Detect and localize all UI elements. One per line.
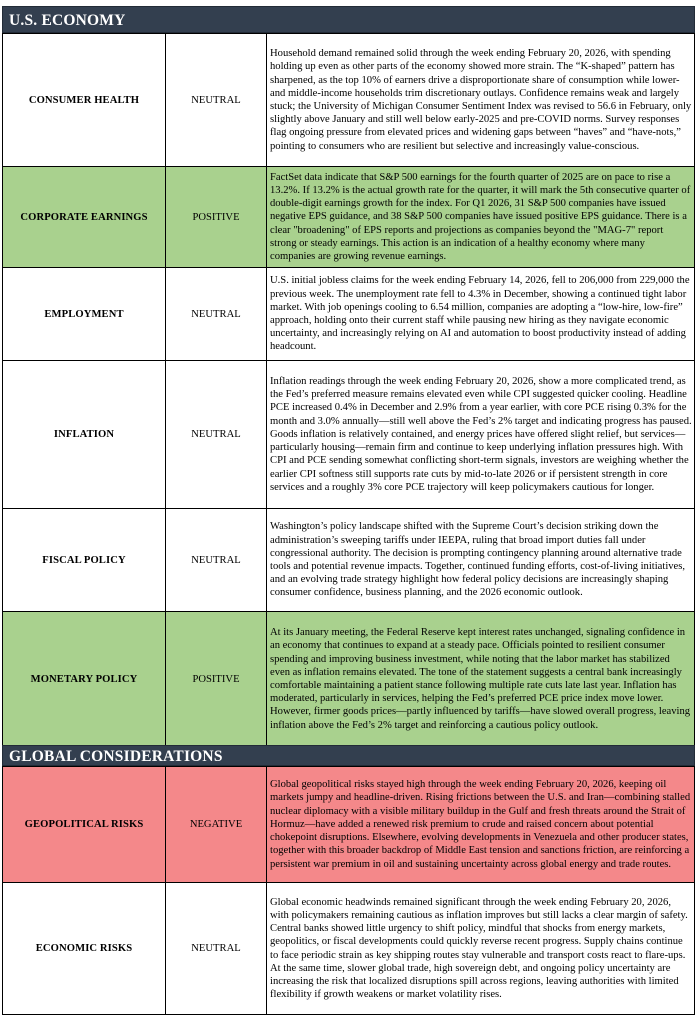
- table-row: [3, 612, 695, 747]
- category-label: CORPORATE EARNINGS: [3, 167, 166, 268]
- status-badge: NEUTRAL: [166, 509, 267, 612]
- row-description: U.S. initial jobless claims for the week ending February 14, 2026, fell to 206,000 from 229,000 the previous week. The unemployment rate fell to 4.3% in December, showing a continued tight labor market. With job openings cooling to 6.54 million, companies are adopting a “low-hire, low-fire” approach, holding onto their current staff while pausing new hiring as they navigate economic uncertainty, and increasingly relying on AI and automation to boost productivity instead of adding headcount.: [267, 268, 695, 361]
- us-economy-table: [2, 33, 695, 747]
- status-badge: NEUTRAL: [166, 361, 267, 509]
- status-badge: POSITIVE: [166, 167, 267, 268]
- table-row: [3, 361, 695, 509]
- section-header-global-considerations: GLOBAL CONSIDERATIONS: [2, 745, 695, 766]
- table-row: [3, 509, 695, 612]
- table-row: [3, 268, 695, 361]
- row-description: Household demand remained solid through the week ending February 20, 2026, with spending holding up even as other parts of the economy showed more strain. The “K-shaped” pattern has sharpened, as the top 10% of earners drive a disproportionate share of consumption while lower- and middle-income households trim discretionary outlays. Confidence remains weak and largely stuck; the University of Michigan Consumer Sentiment Index was revised to 56.6 in February, only slightly above January and still well below early-2025 and pre-COVID norms. Survey responses flag ongoing pressure from elevated prices and widening gaps between “haves” and “have-nots,” pointing to consumers who are resilient but selective and increasingly value-conscious.: [267, 34, 695, 167]
- table-row: [3, 34, 695, 167]
- global-considerations-table: [2, 766, 695, 1015]
- category-label: CONSUMER HEALTH: [3, 34, 166, 167]
- row-description: FactSet data indicate that S&P 500 earnings for the fourth quarter of 2025 are on pace to rise a 13.2%. If 13.2% is the actual growth rate for the quarter, it will mark the 5th consecutive quarter of double-digit earnings growth for the index. For Q1 2026, 31 S&P 500 companies have issued negative EPS guidance, and 38 S&P 500 companies have issued positive EPS guidance. There is a clear "broadening" of EPS reports and projections as companies beyond the "MAG-7" report strong or steady earnings. This action is an indication of a healthy economy where many companies are growing revenue earnings.: [267, 167, 695, 268]
- status-badge: POSITIVE: [166, 612, 267, 747]
- row-description: Global economic headwinds remained significant through the week ending February 20, 2026, with policymakers remaining cautious as inflation improves but still lacks a clear margin of safety. Central banks showed little urgency to shift policy, mindful that shocks from energy markets, geopolitics, or fiscal developments could quickly reverse recent progress. Supply chains continue to face periodic strain as key shipping routes stay vulnerable and transport costs react to flare-ups. At the same time, slower global trade, high sovereign debt, and ongoing policy uncertainty are increasing the risk that localized disruptions spill across regions, leaving authorities with limited flexibility if growth weakens or market volatility rises.: [267, 883, 695, 1015]
- category-label: GEOPOLITICAL RISKS: [3, 767, 166, 883]
- category-label: MONETARY POLICY: [3, 612, 166, 747]
- row-description: Inflation readings through the week ending February 20, 2026, show a more complicated trend, as the Fed’s preferred measure remains elevated even while CPI suggested quicker cooling. Headline PCE increased 0.4% in December and 2.9% from a year earlier, with core PCE rising 0.3% for the month and 3.0% annually—still well above the Fed’s 2% target and indicating progress has paused. Goods inflation is relatively contained, and energy prices have offered slight relief, but services—particularly housing—remain firm and continue to keep underlying inflation pressures high. With CPI and PCE sending somewhat conflicting short-term signals, investors are weighing whether the earlier CPI softness still supports rate cuts by mid-to-late 2026 or if persistent strength in core services and a roughly 3% core PCE trajectory will keep policymakers cautious for longer.: [267, 361, 695, 509]
- row-description: Global geopolitical risks stayed high through the week ending February 20, 2026, keeping oil markets jumpy and headline-driven. Rising frictions between the U.S. and Iran—combining stalled nuclear diplomacy with a visible military buildup in the Gulf and fresh threats around the Strait of Hormuz—have added a renewed risk premium to crude and raised concern about potential chokepoint disruptions. Elsewhere, evolving developments in Venezuela and other producer states, together with this broader backdrop of Middle East tension and sanctions friction, are reinforcing a persistent war premium in oil and sustaining uncertainty across global energy and trade routes.: [267, 767, 695, 883]
- category-label: ECONOMIC RISKS: [3, 883, 166, 1015]
- table-row: [3, 883, 695, 1015]
- status-badge: NEUTRAL: [166, 34, 267, 167]
- status-badge: NEUTRAL: [166, 883, 267, 1015]
- category-label: INFLATION: [3, 361, 166, 509]
- section-header-us-economy: U.S. ECONOMY: [2, 6, 695, 33]
- category-label: EMPLOYMENT: [3, 268, 166, 361]
- category-label: FISCAL POLICY: [3, 509, 166, 612]
- status-badge: NEUTRAL: [166, 268, 267, 361]
- table-row: [3, 767, 695, 883]
- status-badge: NEGATIVE: [166, 767, 267, 883]
- row-description: Washington’s policy landscape shifted with the Supreme Court’s decision striking down the administration’s sweeping tariffs under IEEPA, ruling that broad import duties fall under congressional authority. The decision is prompting contingency planning around alternative trade tools and potential revenue impacts. Together, continued funding efforts, cost-of-living initiatives, and an evolving trade strategy highlight how federal policy decisions are increasingly shaping consumer confidence, business planning, and the 2026 economic outlook.: [267, 509, 695, 612]
- table-row: [3, 167, 695, 268]
- row-description: At its January meeting, the Federal Reserve kept interest rates unchanged, signaling confidence in an economy that continues to expand at a steady pace. Officials pointed to resilient consumer spending and improving business investment, while noting that the labor market has stabilized even as inflation remains elevated. The tone of the statement suggests a central bank increasingly comfortable maintaining a patient stance following multiple rate cuts late last year. Inflation has moderated, particularly in services, helping the Fed’s preferred PCE price index move lower. However, firmer goods prices—partly influenced by tariffs—have slowed overall progress, leaving inflation above the Fed’s 2% target and reinforcing a cautious policy outlook.: [267, 612, 695, 747]
